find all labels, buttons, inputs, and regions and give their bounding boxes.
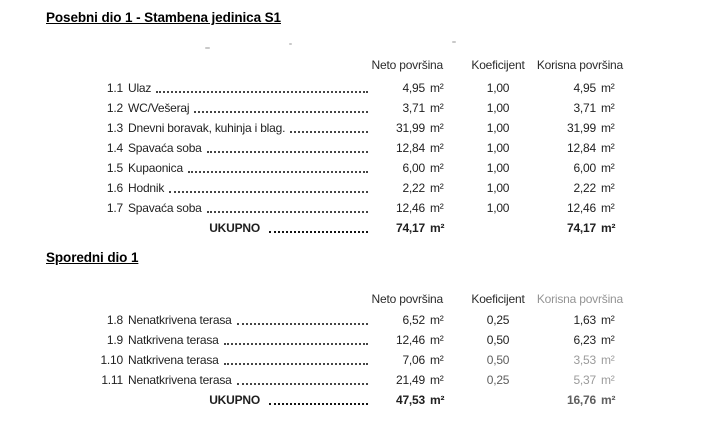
cell-neto-cell <box>370 198 446 218</box>
neto-value: 4,95 <box>402 81 425 95</box>
row-label: Dnevni boravak, kuhinja i blag. <box>128 121 286 135</box>
cell-korisna-cell <box>550 138 623 158</box>
unit-m2: m² <box>601 201 615 215</box>
korisna-value: 6,00 <box>573 161 596 175</box>
section-title: Sporedni dio 1 <box>46 250 139 265</box>
row-number: 1.6 <box>106 181 123 195</box>
koef-value: 0,25 <box>486 313 510 327</box>
section-rows <box>0 310 726 410</box>
korisna-value: 2,22 <box>573 181 596 195</box>
unit-m2: m² <box>601 393 616 407</box>
korisna-value: 12,46 <box>566 201 596 215</box>
table-row <box>0 98 623 118</box>
koef-empty <box>446 218 550 238</box>
table-row <box>0 370 623 390</box>
column-header-row <box>0 58 623 72</box>
row-number: 1.1 <box>106 81 123 95</box>
koef-value: 1,00 <box>486 201 510 215</box>
total-korisna-value: 16,76 <box>566 393 596 407</box>
total-label: UKUPNO <box>209 221 260 235</box>
cell-korisna-cell <box>550 198 623 218</box>
neto-value: 6,52 <box>402 313 425 327</box>
dotted-leader <box>290 131 368 133</box>
table-row <box>0 138 623 158</box>
neto-value: 6,00 <box>402 161 425 175</box>
cell-neto-cell <box>370 310 446 330</box>
row-number: 1.7 <box>106 201 123 215</box>
unit-m2: m² <box>601 333 615 347</box>
cell-korisna-cell <box>550 118 623 138</box>
table-row <box>0 198 623 218</box>
cell-korisna-cell <box>550 218 623 238</box>
unit-m2: m² <box>601 141 615 155</box>
total-label: UKUPNO <box>209 393 260 407</box>
unit-m2: m² <box>601 313 615 327</box>
koef-value: 0,50 <box>486 333 510 347</box>
unit-m2: m² <box>430 313 444 327</box>
row-number: 1.10 <box>100 353 123 367</box>
unit-m2: m² <box>430 201 444 215</box>
neto-value: 12,46 <box>395 201 425 215</box>
cell-neto-cell <box>370 178 446 198</box>
row-number: 1.2 <box>106 101 123 115</box>
row-label: Kupaonica <box>128 161 183 175</box>
koef-value: 1,00 <box>486 81 510 95</box>
section-sporedni-dio <box>0 250 726 410</box>
neto-value: 3,71 <box>402 101 425 115</box>
cell-korisna-cell <box>550 310 623 330</box>
dotted-leader <box>224 343 368 345</box>
scan-artifact <box>452 41 456 43</box>
neto-value: 31,99 <box>395 121 425 135</box>
koef-empty <box>446 390 550 410</box>
dotted-leader <box>188 171 368 173</box>
cell-neto-cell <box>370 118 446 138</box>
row-label: Natkrivena terasa <box>128 353 219 367</box>
unit-m2: m² <box>601 81 615 95</box>
koef-value: 1,00 <box>486 161 510 175</box>
cell-korisna-cell <box>550 390 623 410</box>
neto-value: 12,46 <box>395 333 425 347</box>
table-row <box>0 310 623 330</box>
row-label: Ulaz <box>128 81 152 95</box>
row-number: 1.3 <box>106 121 123 135</box>
table-row <box>0 350 623 370</box>
dotted-leader <box>237 383 368 385</box>
cell-neto-cell <box>370 390 446 410</box>
col-header-korisna-povrsina: Korisna površina <box>536 292 623 306</box>
col-header-korisna-povrsina: Korisna površina <box>536 58 623 72</box>
dotted-leader <box>269 231 368 233</box>
section-rows <box>0 78 726 238</box>
cell-neto-cell <box>370 138 446 158</box>
neto-value: 12,84 <box>395 141 425 155</box>
korisna-value: 3,53 <box>573 353 596 367</box>
section-title: Posebni dio 1 - Stambena jedinica S1 <box>46 10 281 25</box>
korisna-value: 6,23 <box>573 333 596 347</box>
col-header-koeficijent: Koeficijent <box>471 58 525 72</box>
koef-value: 1,00 <box>486 141 510 155</box>
dotted-leader <box>156 91 368 93</box>
dotted-leader <box>207 211 368 213</box>
korisna-value: 1,63 <box>573 313 596 327</box>
koef-value: 0,25 <box>486 373 510 387</box>
table-row <box>0 118 623 138</box>
cell-neto-cell <box>370 350 446 370</box>
scan-artifact <box>205 47 210 49</box>
cell-korisna-cell <box>550 330 623 350</box>
unit-m2: m² <box>430 101 444 115</box>
unit-m2: m² <box>601 221 616 235</box>
neto-value: 7,06 <box>402 353 425 367</box>
unit-m2: m² <box>601 101 615 115</box>
col-header-koeficijent: Koeficijent <box>471 292 525 306</box>
total-neto-value: 47,53 <box>395 393 425 407</box>
cell-neto-cell <box>370 218 446 238</box>
unit-m2: m² <box>430 81 444 95</box>
korisna-value: 4,95 <box>573 81 596 95</box>
unit-m2: m² <box>601 161 615 175</box>
unit-m2: m² <box>430 181 444 195</box>
unit-m2: m² <box>430 333 444 347</box>
dotted-leader <box>194 111 368 113</box>
row-number: 1.11 <box>101 373 123 387</box>
row-label: Spavaća soba <box>128 201 202 215</box>
row-number: 1.4 <box>106 141 123 155</box>
row-label: Natkrivena terasa <box>128 333 219 347</box>
unit-m2: m² <box>601 181 615 195</box>
cell-neto-cell <box>370 98 446 118</box>
cell-korisna-cell <box>550 350 623 370</box>
korisna-value: 31,99 <box>566 121 596 135</box>
unit-m2: m² <box>601 353 615 367</box>
unit-m2: m² <box>430 353 444 367</box>
cell-neto-cell <box>370 78 446 98</box>
total-neto-value: 74,17 <box>395 221 425 235</box>
unit-m2: m² <box>601 373 615 387</box>
cell-korisna-cell <box>550 98 623 118</box>
row-label: WC/Vešeraj <box>128 101 190 115</box>
unit-m2: m² <box>430 221 445 235</box>
cell-korisna-cell <box>550 178 623 198</box>
row-label: Nenatkrivena terasa <box>128 373 232 387</box>
cell-neto-cell <box>370 158 446 178</box>
unit-m2: m² <box>430 161 444 175</box>
korisna-value: 12,84 <box>566 141 596 155</box>
koef-value: 1,00 <box>486 101 510 115</box>
row-number: 1.5 <box>106 161 123 175</box>
row-label: Spavaća soba <box>128 141 202 155</box>
col-header-neto-povrsina: Neto površina <box>371 292 443 306</box>
total-row <box>0 390 623 410</box>
row-number: 1.9 <box>106 333 123 347</box>
dotted-leader <box>237 323 368 325</box>
koef-value: 0,50 <box>486 353 510 367</box>
table-row <box>0 330 623 350</box>
table-row <box>0 158 623 178</box>
unit-m2: m² <box>430 393 445 407</box>
row-label: Hodnik <box>128 181 165 195</box>
total-korisna-value: 74,17 <box>566 221 596 235</box>
neto-value: 2,22 <box>402 181 425 195</box>
table-row <box>0 78 623 98</box>
cell-korisna-cell <box>550 158 623 178</box>
unit-m2: m² <box>430 373 444 387</box>
unit-m2: m² <box>601 121 615 135</box>
cell-neto-cell <box>370 330 446 350</box>
cell-korisna-cell <box>550 370 623 390</box>
row-number: 1.8 <box>106 313 123 327</box>
korisna-value: 5,37 <box>573 373 596 387</box>
neto-value: 21,49 <box>395 373 425 387</box>
unit-m2: m² <box>430 141 444 155</box>
dotted-leader <box>169 191 368 193</box>
cell-neto-cell <box>370 370 446 390</box>
cell-korisna-cell <box>550 78 623 98</box>
row-label: Nenatkrivena terasa <box>128 313 232 327</box>
korisna-value: 3,71 <box>573 101 596 115</box>
dotted-leader <box>207 151 368 153</box>
column-header-row <box>0 292 623 306</box>
table-row <box>0 178 623 198</box>
koef-value: 1,00 <box>486 121 510 135</box>
unit-m2: m² <box>430 121 444 135</box>
scan-artifact <box>289 43 292 45</box>
dotted-leader <box>224 363 368 365</box>
koef-value: 1,00 <box>486 181 510 195</box>
col-header-neto-povrsina: Neto površina <box>371 58 443 72</box>
dotted-leader <box>269 403 368 405</box>
total-row <box>0 218 623 238</box>
